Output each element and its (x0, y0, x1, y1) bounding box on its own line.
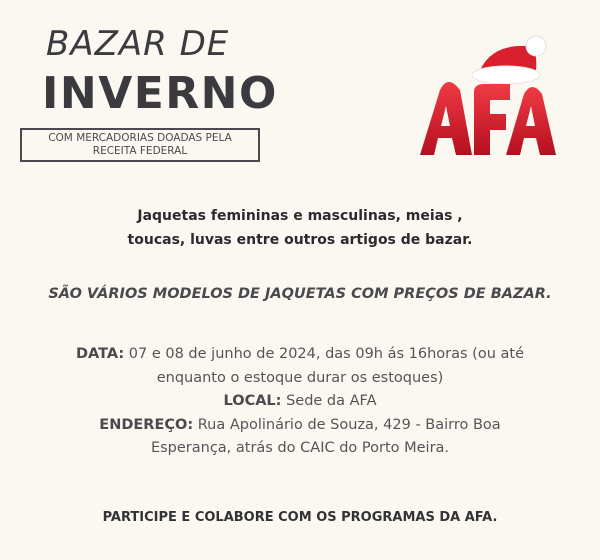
description (0, 204, 600, 252)
local-label: LOCAL: (223, 393, 282, 409)
title-line-1: BAZAR DE (46, 24, 230, 64)
footer-call-to-action: PARTICIPE E COLABORE COM OS PROGRAMAS DA AFA. (102, 510, 498, 525)
date-value-2: enquanto o estoque durar os estoques) (156, 369, 444, 386)
afa-logo (410, 30, 560, 170)
highlight-text: SÃO VÁRIOS MODELOS DE JAQUETAS COM PREÇOS DE BAZAR. (48, 286, 552, 302)
date-line (0, 343, 600, 367)
date-value-1: 07 e 08 de junho de 2024, das 09h ás 16horas (ou até (124, 346, 524, 362)
address-value-2: Esperança, atrás do CAIC do Porto Meira. (150, 440, 450, 456)
address-line (0, 414, 600, 438)
address-value-1: Rua Apolinário de Souza, 429 - Bairro Boa (193, 416, 501, 433)
local-value: Sede da AFA (281, 393, 377, 409)
date-label: DATA: (75, 346, 125, 362)
description-line-1: Jaquetas femininas e masculinas, meias , (137, 208, 463, 224)
subtitle-box: COM MERCADORIAS DOADAS PELA RECEITA FEDERAL (20, 128, 260, 162)
description-line-2: toucas, luvas entre outros artigos de bazar. (127, 232, 473, 248)
local-line (0, 390, 600, 414)
title-line-2: INVERNO (42, 68, 278, 119)
afa-logo-graphic (410, 30, 560, 170)
event-details (0, 343, 600, 461)
address-label: ENDEREÇO: (99, 416, 194, 433)
